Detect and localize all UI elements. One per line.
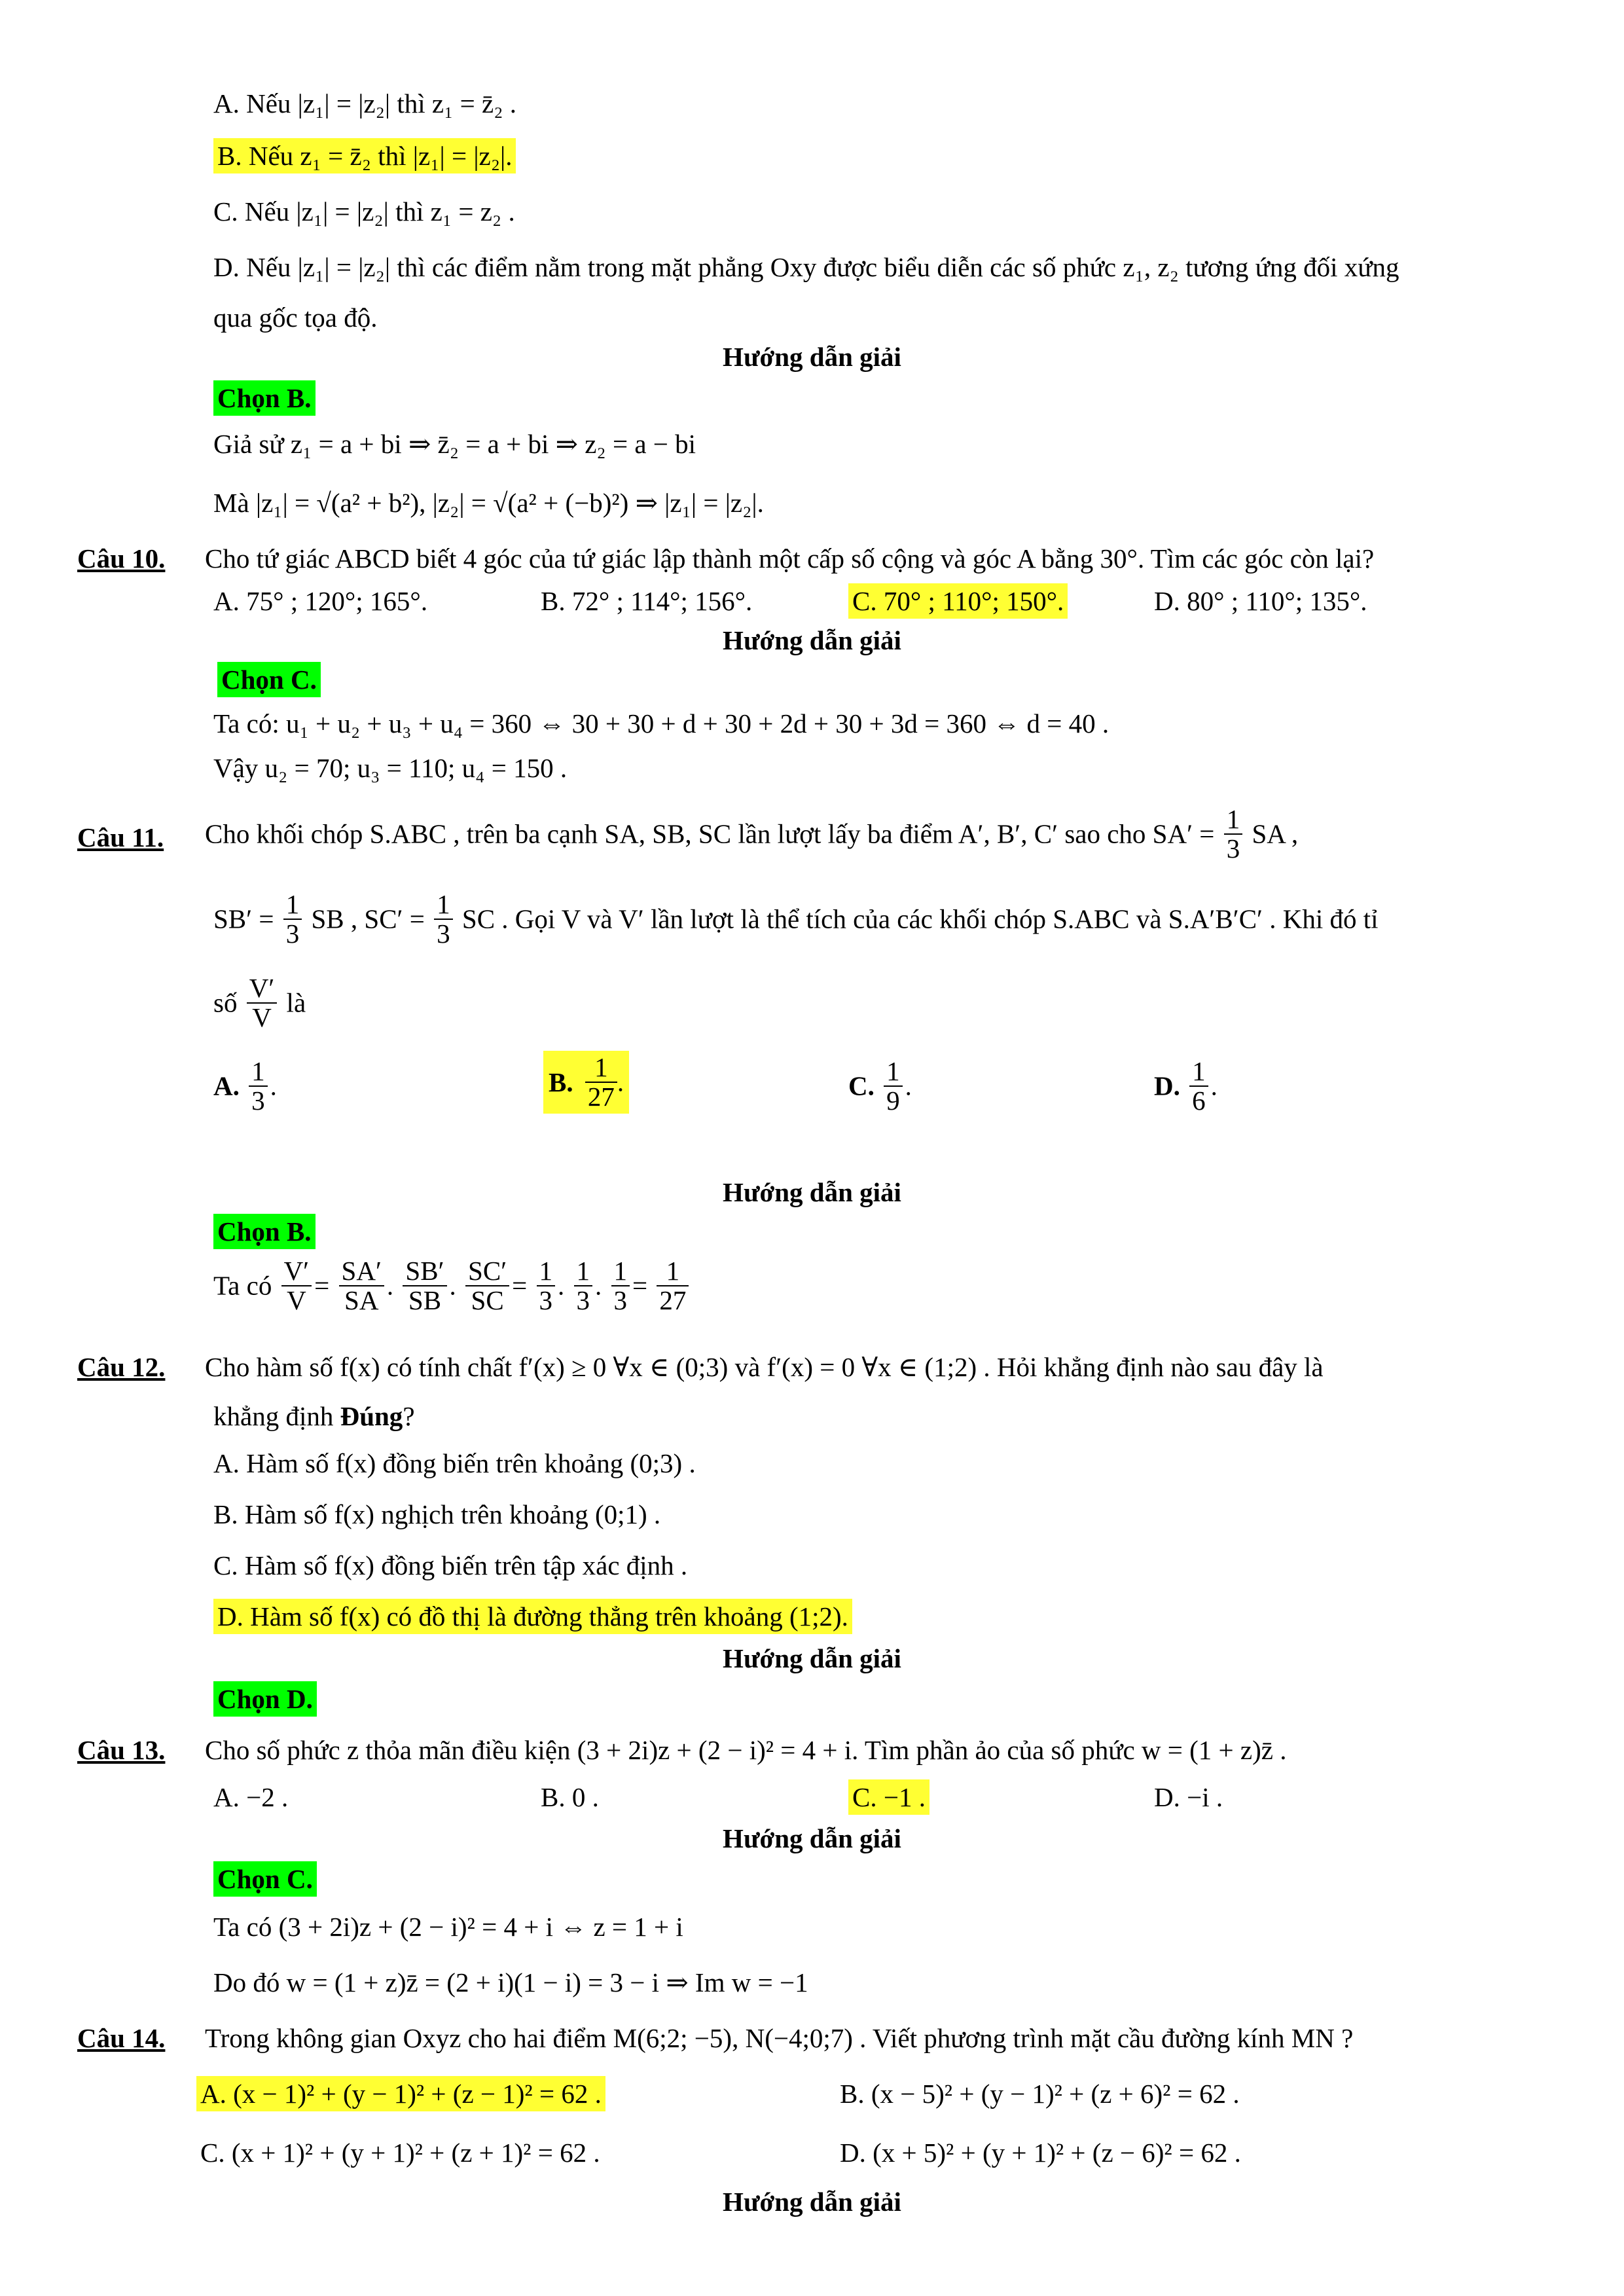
q14-text: Trong không gian Oxyz cho hai điểm M(6;2; −5), N(−4;0;7) . Viết phương trình mặt cầu đường kính MN ? [205, 2023, 1354, 2053]
q11-line3 [213, 974, 306, 1032]
q11-frac-den: 3 [1226, 833, 1240, 864]
q11-sol-sc-num: SC′ [465, 1257, 509, 1286]
q12-option-d [213, 1601, 852, 1632]
q14-guide-heading: Hướng dẫn giải [723, 2187, 901, 2217]
q11-d-num: 1 [1189, 1057, 1208, 1087]
q11-option-c: C. $\frac{1}{9}$ . [848, 1056, 912, 1116]
q12-line2-bold: Đúng [340, 1401, 403, 1431]
q12-option-d-highlight: D. Hàm số f(x) có đồ thị là đường thẳng trên khoảng (1;2). [213, 1599, 852, 1634]
q14-option-b: B. (x − 5)² + (y − 1)² + (z + 6)² = 62 . [840, 2079, 1240, 2109]
q9-solution-line1: Giả sử z₁ = a + bi ⇒ z̄₂ = a + bi ⇒ z₂ = a − bi [213, 429, 696, 459]
q11-guide-heading: Hướng dẫn giải [723, 1177, 901, 1207]
q11-option-d-frac [1189, 1057, 1208, 1115]
q11-frac-num: 1 [283, 890, 302, 920]
q9-choose [213, 383, 316, 414]
q11-sol-t2-num: 1 [574, 1257, 593, 1286]
q11-a-den: 3 [251, 1085, 265, 1116]
q11-ratio-num: V′ [247, 974, 278, 1004]
q12-option-a: A. Hàm số f(x) đồng biến trên khoảng (0;3) . [213, 1448, 696, 1478]
q9-guide-heading: Hướng dẫn giải [723, 342, 901, 372]
q10-choose-badge: Chọn C. [217, 662, 321, 697]
q11-line2 [213, 890, 1379, 948]
q11-sol-sc-den: SC [471, 1285, 504, 1316]
q13-option-b: B. 0 . [541, 1782, 599, 1812]
q11-sol-sb-num: SB′ [403, 1257, 446, 1286]
q11-d-den: 6 [1192, 1085, 1206, 1116]
q11-option-d-label: D. [1154, 1070, 1180, 1101]
q10-option-c [848, 586, 1068, 617]
q9-option-b-highlight: B. Nếu z₁ = z̄₂ thì |z₁| = |z₂|. [213, 138, 516, 173]
q11-frac-den: 3 [285, 919, 300, 949]
q11-sol-third-1 [537, 1257, 556, 1315]
q11-b-den: 27 [587, 1082, 615, 1112]
q9-solution-line2: Mà |z₁| = √(a² + b²), |z₂| = √(a² + (−b)²) ⇒ |z₁| = |z₂|. [213, 488, 764, 518]
q11-option-a: A. $\frac{1}{3}$ . [213, 1056, 277, 1116]
q11-sol-t2-den: 3 [576, 1285, 590, 1316]
q12-line1: Cho hàm số f(x) có tính chất f′(x) ≥ 0 ∀x ∈ (0;3) và f′(x) = 0 ∀x ∈ (1;2) . Hỏi khẳng định nào sau đây là [205, 1352, 1324, 1382]
q11-c-den: 9 [886, 1085, 900, 1116]
q11-fraction-one-third-c [434, 890, 453, 948]
q11-sol-third-3 [611, 1257, 630, 1315]
q12-line2 [213, 1401, 415, 1432]
q13-solution-line1: Ta có (3 + 2i)z + (2 − i)² = 4 + i ⇔ z = 1 + i [213, 1912, 683, 1942]
q11-option-a-label: A. [213, 1070, 240, 1101]
q11-fraction-one-third-b [283, 890, 302, 948]
q11-option-b-highlight: B. $\frac{1}{27}$ . [543, 1051, 629, 1114]
q11-sol-prefix: Ta có [213, 1270, 272, 1301]
q11-sol-sb [403, 1257, 446, 1315]
q13-number: Câu 13. [77, 1735, 166, 1765]
q11-choose-badge: Chọn B. [213, 1214, 316, 1249]
q11-frac-num: 1 [434, 890, 453, 920]
q11-sol-t3-num: 1 [611, 1257, 630, 1286]
q11-ratio-den: V [252, 1002, 272, 1033]
q14-number: Câu 14. [77, 2023, 166, 2053]
q11-option-c-frac [884, 1057, 903, 1115]
q9-choose-badge: Chọn B. [213, 380, 316, 416]
q12-choose-badge: Chọn D. [213, 1681, 317, 1717]
q11-sol-r-num: 1 [657, 1257, 689, 1286]
q14-option-c: C. (x + 1)² + (y + 1)² + (z + 1)² = 62 . [200, 2138, 600, 2168]
q11-sol-third-2 [574, 1257, 593, 1315]
q10-solution-line1: Ta có: u₁ + u₂ + u₃ + u₄ = 360 ⇔ 30 + 30 + d + 30 + 2d + 30 + 3d = 360 ⇔ d = 40 . [213, 708, 1110, 738]
q9-option-c: C. Nếu |z₁| = |z₂| thì z₁ = z₂ . [213, 196, 515, 227]
q12-line2-q: ? [403, 1401, 415, 1431]
q12-number: Câu 12. [77, 1352, 166, 1382]
q11-number: Câu 11. [77, 822, 164, 852]
q11-sol-sb-den: SB [408, 1285, 442, 1316]
q10-option-b: B. 72° ; 114°; 156°. [541, 586, 753, 616]
q11-line1-text: Cho khối chóp S.ABC , trên ba cạnh SA, SB, SC lần lượt lấy ba điểm A′, B′, C′ sao cho SA′ = [205, 818, 1215, 849]
q13-choose [213, 1864, 317, 1895]
q14-option-a [196, 2079, 605, 2109]
q9-option-b [213, 141, 516, 172]
q10-guide-heading: Hướng dẫn giải [723, 625, 901, 655]
q11-line2-rest: SC . Gọi V và V′ lần lượt là thể tích của các khối chóp S.ABC và S.A′B′C′ . Khi đó tỉ [461, 903, 1379, 934]
q11-c-num: 1 [884, 1057, 903, 1087]
q11-sol-sa-num: SA′ [339, 1257, 384, 1286]
q11-line2-sb: SB′ = [213, 903, 274, 934]
q10-solution-line2: Vậy u₂ = 70; u₃ = 110; u₄ = 150 . [213, 753, 568, 783]
q12-choose [213, 1684, 317, 1715]
q14-option-d: D. (x + 5)² + (y + 1)² + (z − 6)² = 62 . [840, 2138, 1241, 2168]
q11-option-a-frac [249, 1057, 268, 1115]
q11-frac-num: 1 [1224, 805, 1243, 835]
q13-solution-line2: Do đó w = (1 + z)z̄ = (2 + i)(1 − i) = 3 − i ⇒ Im w = −1 [213, 1967, 808, 1997]
q11-fraction-one-third [1224, 805, 1243, 863]
q11-choose [213, 1216, 316, 1247]
q11-option-b [541, 1051, 632, 1114]
q12-option-b: B. Hàm số f(x) nghịch trên khoảng (0;1) . [213, 1499, 661, 1529]
q13-option-a: A. −2 . [213, 1782, 289, 1812]
q11-frac-den: 3 [437, 919, 450, 949]
q11-sol-vp: V′ [281, 1257, 312, 1286]
q10-choose [217, 665, 321, 695]
q13-option-d: D. −i . [1154, 1782, 1223, 1812]
q11-line3-so: số [213, 987, 238, 1018]
q11-line2-sc: SB , SC′ = [311, 903, 425, 934]
q11-sol-sa [339, 1257, 384, 1315]
q11-solution: Ta có $\frac{V'}{V}$ = $\frac{SA'}{SA}$ . $\frac{SB'}{SB}$ . $\frac{SC'}{SC}$ = $\frac{1}{3}$ . $\frac{1}{3}$ . $\frac{1}{3}$ = $\frac{1}{27}$ [213, 1257, 691, 1315]
q11-option-b-label: B. [549, 1066, 573, 1097]
q13-guide-heading: Hướng dẫn giải [723, 1823, 901, 1853]
q13-text: Cho số phức z thỏa mãn điều kiện (3 + 2i)z + (2 − i)² = 4 + i. Tìm phần ảo của số phức w = (1 + z)z̄ . [205, 1735, 1287, 1765]
q9-option-d-line1: D. Nếu |z₁| = |z₂| thì các điểm nằm trong mặt phẳng Oxy được biểu diễn các số phức z₁, z₂ tương ứng đối xứng [213, 252, 1399, 282]
q11-line1-end: SA , [1252, 818, 1299, 849]
q11-sol-result [657, 1257, 689, 1315]
q12-option-c: C. Hàm số f(x) đồng biến trên tập xác định . [213, 1550, 688, 1580]
q13-option-c-highlight: C. −1 . [848, 1779, 929, 1815]
q11-sol-ratio [281, 1257, 312, 1315]
q11-line3-la: là [286, 987, 306, 1018]
q11-a-num: 1 [249, 1057, 268, 1087]
q11-fraction-ratio [247, 974, 278, 1032]
q13-option-c [848, 1782, 929, 1813]
q12-guide-heading: Hướng dẫn giải [723, 1643, 901, 1673]
q10-text: Cho tứ giác ABCD biết 4 góc của tứ giác lập thành một cấp số cộng và góc A bằng 30°. Tìm các góc còn lại? [205, 543, 1375, 574]
q11-sol-t1-num: 1 [537, 1257, 556, 1286]
q11-option-c-label: C. [848, 1070, 875, 1101]
q11-b-num: 1 [585, 1053, 617, 1083]
q14-option-a-highlight: A. (x − 1)² + (y − 1)² + (z − 1)² = 62 . [196, 2076, 605, 2111]
q9-option-d-line2: qua gốc tọa độ. [213, 302, 378, 333]
q11-sol-t3-den: 3 [613, 1285, 628, 1316]
q11-sol-sc [465, 1257, 509, 1315]
q9-option-a: A. Nếu |z₁| = |z₂| thì z₁ = z̄₂ . [213, 88, 516, 118]
q11-sol-t1-den: 3 [539, 1285, 553, 1316]
q10-option-c-highlight: C. 70° ; 110°; 150°. [848, 583, 1068, 619]
q13-choose-badge: Chọn C. [213, 1861, 317, 1897]
q11-line1 [205, 805, 1547, 863]
q12-line2-text: khẳng định [213, 1401, 340, 1431]
q11-sol-sa-den: SA [344, 1285, 379, 1316]
q11-option-d: D. $\frac{1}{6}$ . [1154, 1056, 1218, 1116]
q10-option-a: A. 75° ; 120°; 165°. [213, 586, 428, 616]
q10-number: Câu 10. [77, 543, 166, 574]
q11-sol-r-den: 27 [659, 1285, 687, 1316]
q10-option-d: D. 80° ; 110°; 135°. [1154, 586, 1367, 616]
q11-sol-v: V [287, 1285, 306, 1316]
